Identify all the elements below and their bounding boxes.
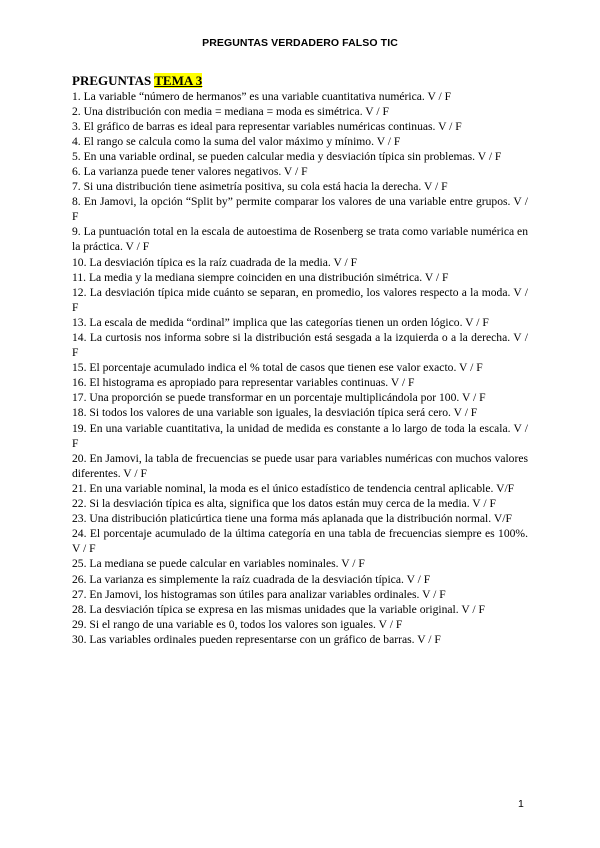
question-item: 6. La varianza puede tener valores negativos. V / F [72,164,308,178]
page-header-title: PREGUNTAS VERDADERO FALSO TIC [202,37,398,49]
section-heading-label: PREGUNTAS [72,73,152,88]
question-item: 20. En Jamovi, la tabla de frecuencias se puede usar para variables numéricas con muchos valores diferentes. V / F [72,451,528,480]
question-item: 24. El porcentaje acumulado de la última categoría en una tabla de frecuencias siempre es 100%. V / F [72,527,528,556]
question-item: 2. Una distribución con media = mediana = moda es simétrica. V / F [72,104,389,118]
questions-list [72,89,528,647]
question-item: 15. El porcentaje acumulado indica el % total de casos que tienen ese valor exacto. V / F [72,361,483,375]
question-item: 14. La curtosis nos informa sobre si la distribución está sesgada a la izquierda o a la derecha. V / F [72,331,528,360]
question-item: 19. En una variable cuantitativa, la unidad de medida es constante a lo largo de toda la escala. V / F [72,421,528,450]
question-item: 17. Una proporción se puede transformar en un porcentaje multiplicándola por 100. V / F [72,391,486,405]
question-item: 5. En una variable ordinal, se pueden calcular media y desviación típica sin problemas. V / F [72,149,502,163]
page-number: 1 [518,798,524,810]
question-item: 26. La varianza es simplemente la raíz cuadrada de la desviación típica. V / F [72,572,431,586]
question-item: 3. El gráfico de barras es ideal para representar variables numéricas continuas. V / F [72,119,462,133]
question-item: 13. La escala de medida “ordinal” implica que las categorías tienen un orden lógico. V / F [72,315,489,329]
question-item: 1. La variable “número de hermanos” es una variable cuantitativa numérica. V / F [72,89,452,103]
question-item: 16. El histograma es apropiado para representar variables continuas. V / F [72,376,415,390]
section-heading-highlight: TEMA 3 [154,73,203,88]
question-item: 10. La desviación típica es la raíz cuadrada de la media. V / F [72,255,358,269]
question-item: 9. La puntuación total en la escala de autoestima de Rosenberg se trata como variable numérica en la práctica. V / F [72,225,528,254]
question-item: 11. La media y la mediana siempre coinciden en una distribución simétrica. V / F [72,270,449,284]
question-item: 30. Las variables ordinales pueden representarse con un gráfico de barras. V / F [72,632,441,646]
section-heading [72,73,528,89]
question-item: 22. Si la desviación típica es alta, significa que los datos están muy cerca de la media. V / F [72,497,496,511]
document-body [72,73,528,647]
question-item: 21. En una variable nominal, la moda es el único estadístico de tendencia central aplicable. V/F [72,481,515,495]
question-item: 23. Una distribución platicúrtica tiene una forma más aplanada que la distribución normal. V/F [72,512,512,526]
question-item: 25. La mediana se puede calcular en variables nominales. V / F [72,557,365,571]
question-item: 8. En Jamovi, la opción “Split by” permite comparar los valores de una variable entre grupos. V / F [72,195,528,224]
question-item: 28. La desviación típica se expresa en las mismas unidades que la variable original. V / F [72,602,485,616]
question-item: 18. Si todos los valores de una variable son iguales, la desviación típica será cero. V / F [72,406,478,420]
question-item: 29. Si el rango de una variable es 0, todos los valores son iguales. V / F [72,617,403,631]
question-item: 4. El rango se calcula como la suma del valor máximo y mínimo. V / F [72,134,401,148]
question-item: 7. Si una distribución tiene asimetría positiva, su cola está hacia la derecha. V / F [72,180,448,194]
question-item: 12. La desviación típica mide cuánto se separan, en promedio, los valores respecto a la moda. V / F [72,285,528,314]
question-item: 27. En Jamovi, los histogramas son útiles para analizar variables ordinales. V / F [72,587,446,601]
